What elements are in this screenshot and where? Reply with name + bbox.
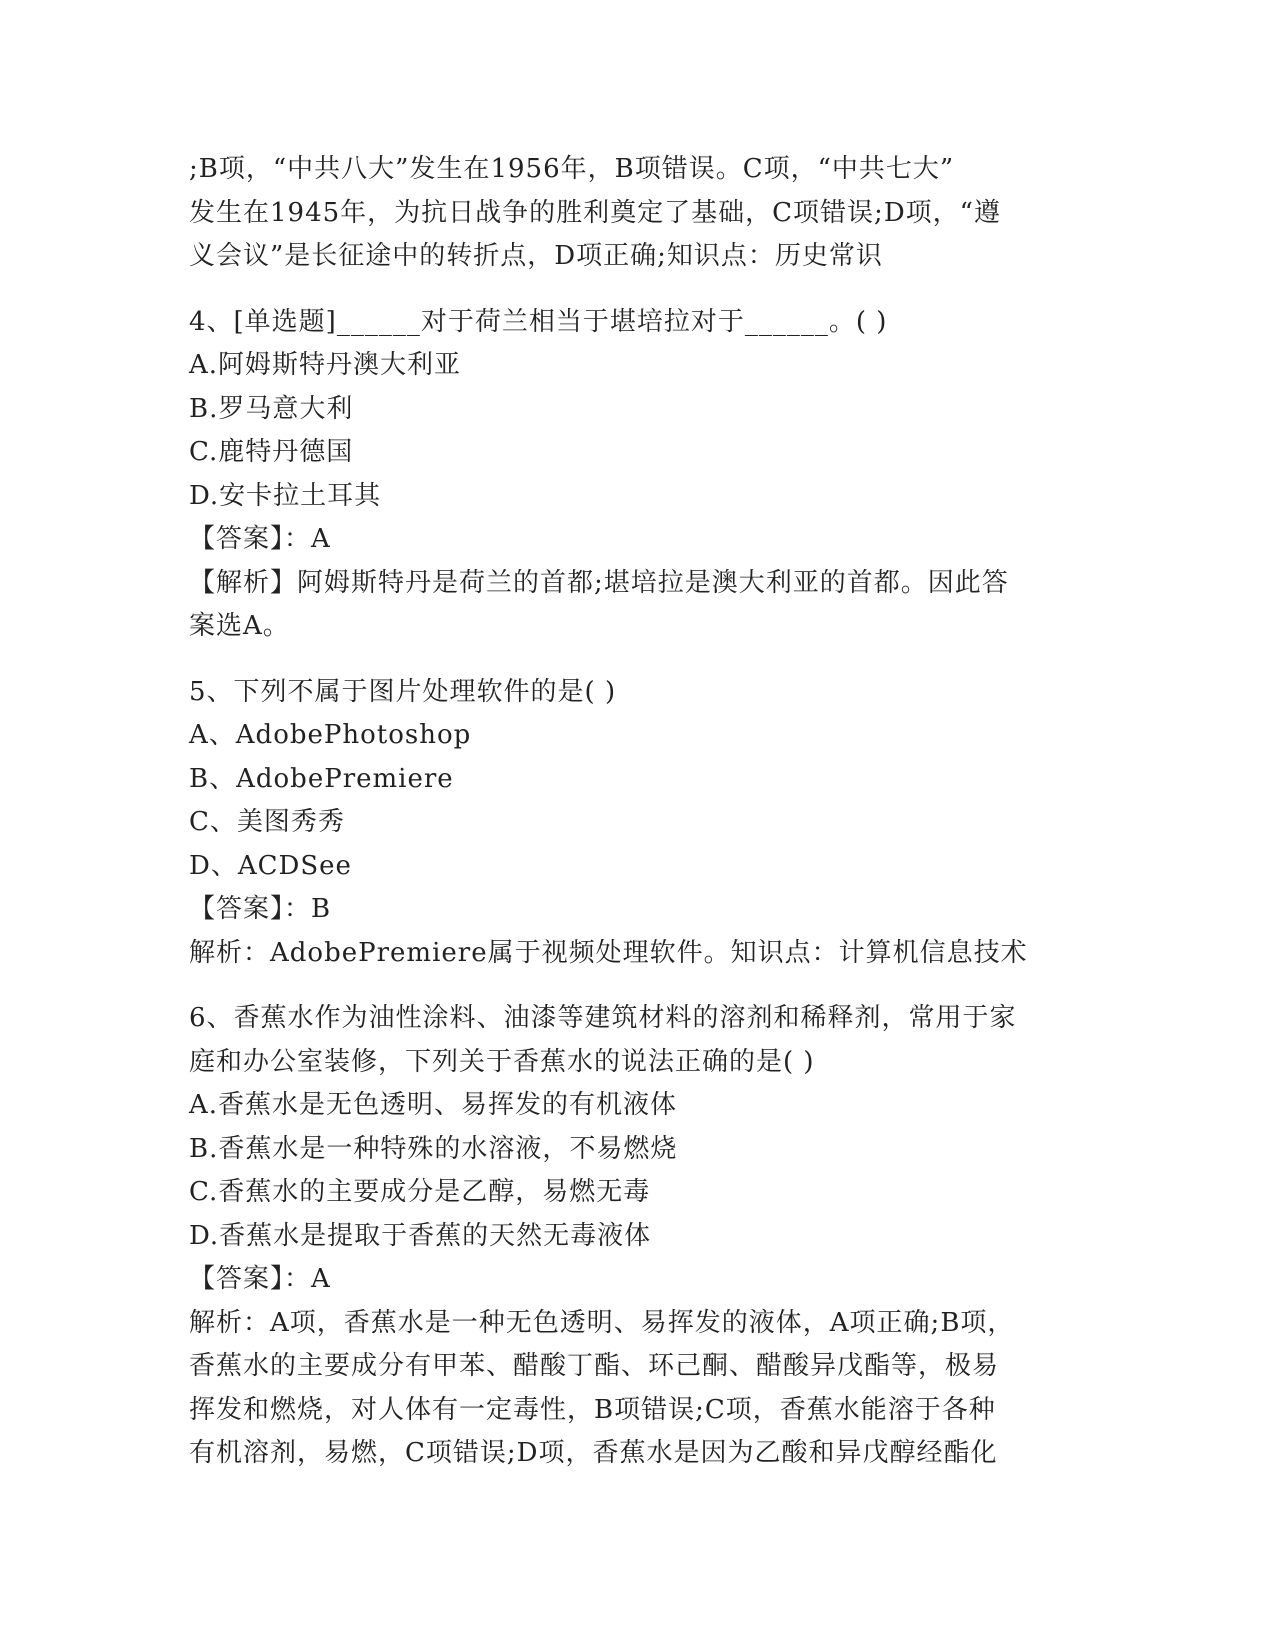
analysis-line: 解析：AdobePremiere属于视频处理软件。知识点：计算机信息技术 [189, 937, 1028, 968]
previous-analysis-continuation [189, 148, 1084, 279]
question-stem: 4、[单选题]______对于荷兰相当于堪培拉对于______。( ) [189, 306, 888, 337]
analysis-line: 解析：A项，香蕉水是一种无色透明、易挥发的液体，A项正确;B项， [189, 1307, 1015, 1338]
question-stem: 庭和办公室装修，下列关于香蕉水的说法正确的是( ) [189, 1046, 815, 1077]
question-stem: 6、香蕉水作为油性涂料、油漆等建筑材料的溶剂和稀释剂，常用于家 [189, 1003, 1017, 1033]
answer-line: 【答案】：B [189, 894, 332, 924]
option-b: B.香蕉水是一种特殊的水溶液，不易燃烧 [189, 1133, 678, 1164]
option-c: C.香蕉水的主要成分是乙醇，易燃无毒 [189, 1177, 651, 1207]
option-b: B.罗马意大利 [189, 393, 354, 424]
analysis-line: 义会议”是长征途中的转折点，D项正确;知识点：历史常识 [189, 241, 883, 271]
analysis-line: 发生在1945年，为抗日战争的胜利奠定了基础，C项错误;D项，“遵 [189, 197, 1001, 228]
analysis-line: ;B项，“中共八大”发生在1956年，B项错误。C项，“中共七大” [189, 154, 955, 184]
option-c: C、美图秀秀 [189, 807, 345, 837]
question-5 [189, 671, 1084, 976]
question-6 [189, 997, 1084, 1476]
option-c: C.鹿特丹德国 [189, 437, 354, 467]
option-d: D.安卡拉土耳其 [189, 480, 382, 511]
analysis-line: 案选A。 [189, 611, 290, 641]
option-d: D.香蕉水是提取于香蕉的天然无毒液体 [189, 1220, 652, 1251]
option-a: A.阿姆斯特丹澳大利亚 [189, 350, 462, 380]
option-a: A、AdobePhotoshop [189, 720, 472, 750]
option-a: A.香蕉水是无色透明、易挥发的有机液体 [189, 1090, 678, 1120]
answer-line: 【答案】：A [189, 524, 331, 554]
document-page [189, 148, 1084, 1476]
question-stem: 5、下列不属于图片处理软件的是( ) [189, 676, 617, 707]
option-d: D、ACDSee [189, 850, 352, 881]
analysis-line: 香蕉水的主要成分有甲苯、醋酸丁酯、环己酮、醋酸异戊酯等，极易 [189, 1351, 1000, 1381]
analysis-line: 【解析】阿姆斯特丹是荷兰的首都;堪培拉是澳大利亚的首都。因此答 [189, 567, 1009, 598]
answer-line: 【答案】：A [189, 1264, 331, 1294]
option-b: B、AdobePremiere [189, 763, 454, 794]
question-4 [189, 301, 1084, 649]
analysis-line: 挥发和燃烧，对人体有一定毒性，B项错误;C项，香蕉水能溶于各种 [189, 1394, 996, 1425]
analysis-line: 有机溶剂，易燃，C项错误;D项，香蕉水是因为乙酸和异戊醇经酯化 [189, 1438, 998, 1468]
